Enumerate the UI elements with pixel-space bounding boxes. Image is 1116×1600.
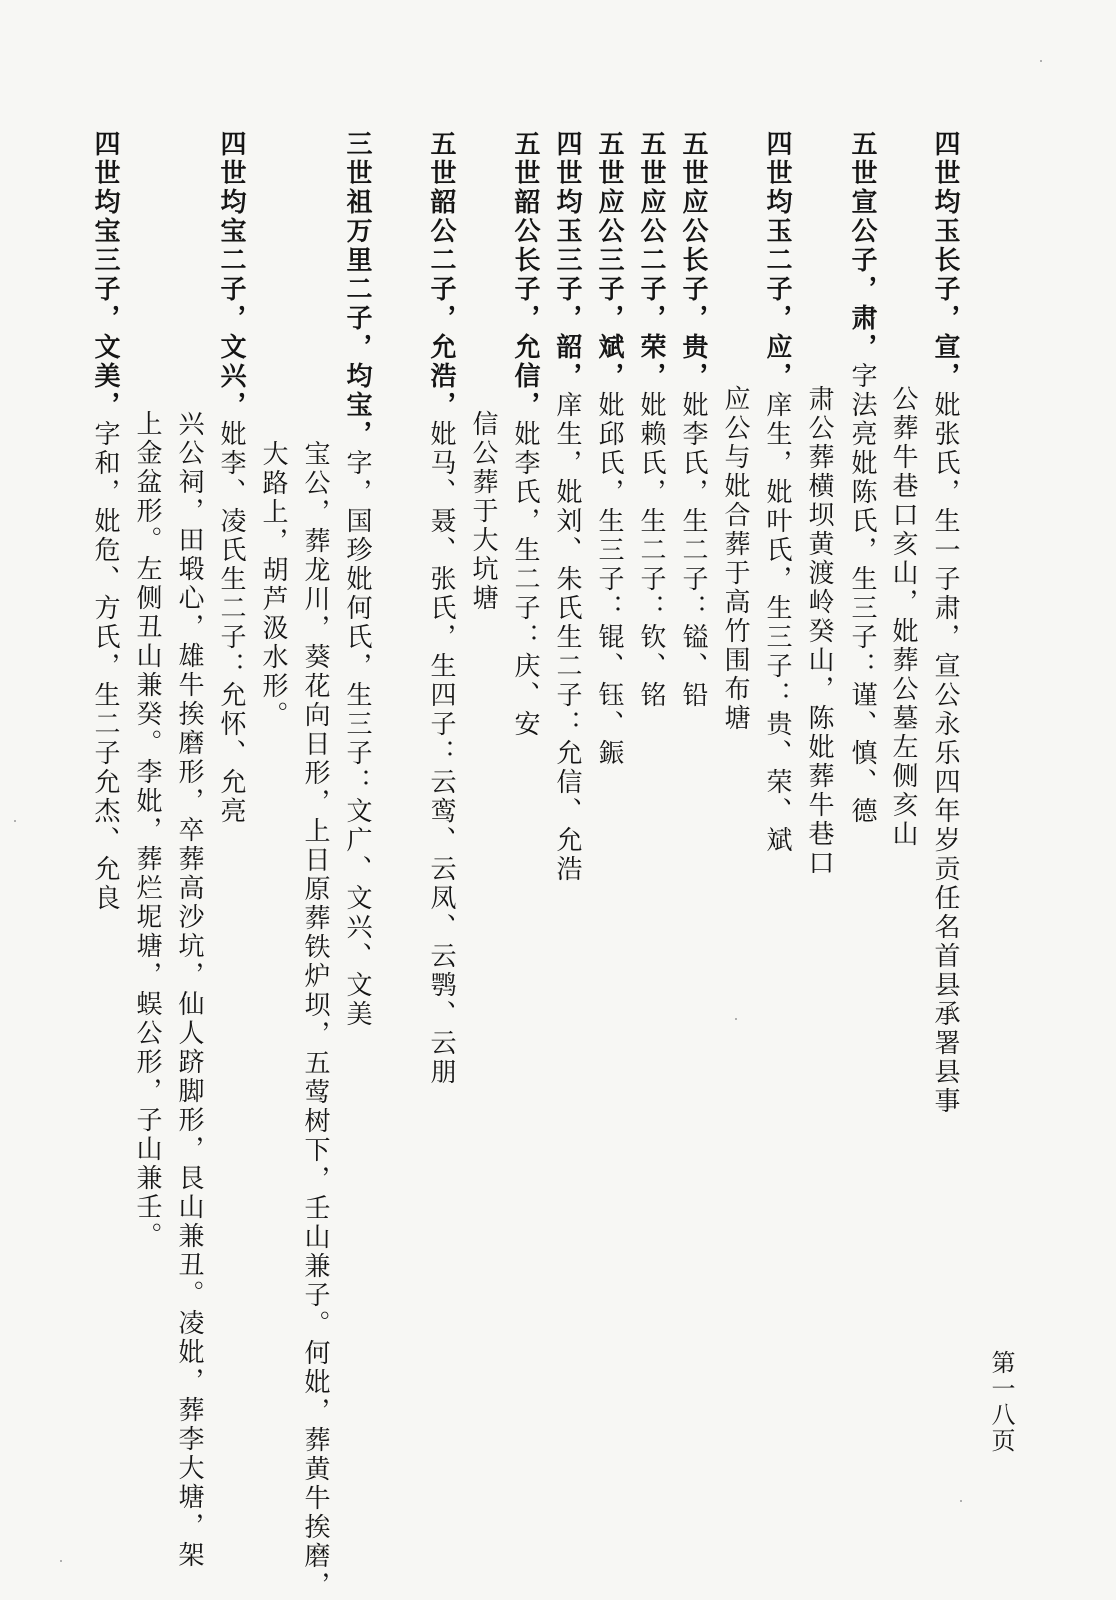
entry-column (845, 0, 879, 826)
entry-column (508, 0, 542, 739)
generation-label: 五世 (426, 130, 456, 188)
scan-speck (14, 820, 16, 822)
entry-heading: 韶公长子，允信， (510, 188, 540, 420)
generation-label: 四世 (930, 130, 960, 188)
entry-column (214, 0, 248, 826)
entry-text: 兴公祠，田塅心，雄牛挨磨形，卒葬高沙坑，仙人跻脚形，艮山兼丑。凌妣，葬李大塘，架 (174, 410, 204, 1570)
entry-text: 宝公，葬龙川，葵花向日形，上日原葬铁炉坝，五莺树下，壬山兼子。何妣，葬黄牛挨磨， (300, 440, 330, 1600)
entry-text: 妣李氏，生二子：镒、铅 (678, 391, 708, 710)
generation-label: 四世 (762, 130, 792, 188)
generation-label: 三世祖 (342, 130, 372, 217)
generation-label: 五世 (594, 130, 624, 188)
entry-heading: 应公二子，荣， (636, 188, 666, 391)
entry-text: 上金盆形。左侧丑山兼癸。李妣，葬烂坭塘，蜈公形，子山兼壬。 (132, 410, 162, 1251)
entry-text: 字法亮妣陈氏，生三子：谨、慎、德 (847, 362, 877, 826)
entry-text: 公葬牛巷口亥山，妣葬公墓左侧亥山 (888, 385, 918, 849)
entry-text: 字和，妣危、方氏，生二子允杰、允良 (90, 420, 120, 913)
entry-text: 妣李、凌氏生二子：允怀、允亮 (216, 420, 246, 826)
entry-text: 肃公葬横坝黄渡岭癸山，陈妣葬牛巷口 (804, 385, 834, 878)
entry-heading: 均宝二子，文兴， (216, 188, 246, 420)
entry-continuation (802, 0, 836, 878)
scan-speck (735, 1018, 737, 1020)
entry-heading: 韶公二子，允浩， (426, 188, 456, 420)
entry-heading: 均玉长子，宣， (930, 188, 960, 391)
entry-continuation (130, 0, 164, 1251)
entry-text: 庠生，妣叶氏，生三子：贵、荣、斌 (762, 391, 792, 855)
entry-text: 应公与妣合葬于高竹围布塘 (720, 385, 750, 733)
entry-continuation (718, 0, 752, 733)
entry-column (928, 0, 962, 1116)
generation-label: 五世 (510, 130, 540, 188)
entry-column (676, 0, 710, 710)
entry-heading: 宣公子，肃， (847, 188, 877, 362)
generation-label: 四世 (216, 130, 246, 188)
entry-heading: 应公长子，贵， (678, 188, 708, 391)
entry-text: 信公葬于大坑塘 (468, 410, 498, 613)
entry-text: 大路上，胡芦汲水形。 (258, 440, 288, 730)
entry-heading: 应公三子，斌， (594, 188, 624, 391)
entry-continuation (256, 0, 290, 730)
entry-text: 字，国珍妣何氏，生三子：文广、文兴、文美 (342, 449, 372, 1029)
entry-text: 妣张氏，生一子肃，宣公永乐四年岁贡任名首县承署县事 (930, 391, 960, 1116)
entry-heading: 万里二子，均宝， (342, 217, 372, 449)
scan-speck (960, 1500, 962, 1502)
entry-column (592, 0, 626, 768)
generation-label: 五世 (847, 130, 877, 188)
scan-speck (1040, 60, 1042, 62)
scan-speck (60, 1560, 62, 1562)
generation-label: 五世 (636, 130, 666, 188)
generation-label: 五世 (678, 130, 708, 188)
entry-column (424, 0, 458, 1087)
entry-text: 庠生，妣刘、朱氏生二子：允信、允浩 (552, 391, 582, 884)
entry-column (88, 0, 122, 913)
entry-column (634, 0, 668, 710)
entry-continuation (172, 0, 206, 1570)
entry-column (760, 0, 794, 855)
entry-text: 妣赖氏，生二子：钦、铭 (636, 391, 666, 710)
generation-label: 四世 (90, 130, 120, 188)
entry-continuation (466, 0, 500, 613)
entry-continuation (886, 0, 920, 849)
entry-text: 妣邱氏，生三子：锟、钰、鋠 (594, 391, 624, 768)
generation-label: 四世 (552, 130, 582, 188)
entry-heading: 均玉三子，韶， (552, 188, 582, 391)
entry-text: 妣马、聂、张氏，生四子：云鸾、云凤、云鹗、云朋 (426, 420, 456, 1087)
entry-heading: 均宝三子，文美， (90, 188, 120, 420)
entry-column (340, 0, 374, 1029)
entry-column (550, 0, 584, 884)
entry-heading: 均玉二子，应， (762, 188, 792, 391)
entry-text: 妣李氏，生二子：庆、安 (510, 420, 540, 739)
page-number: 第一八页 (987, 1350, 1015, 1454)
entry-continuation (298, 0, 332, 1600)
